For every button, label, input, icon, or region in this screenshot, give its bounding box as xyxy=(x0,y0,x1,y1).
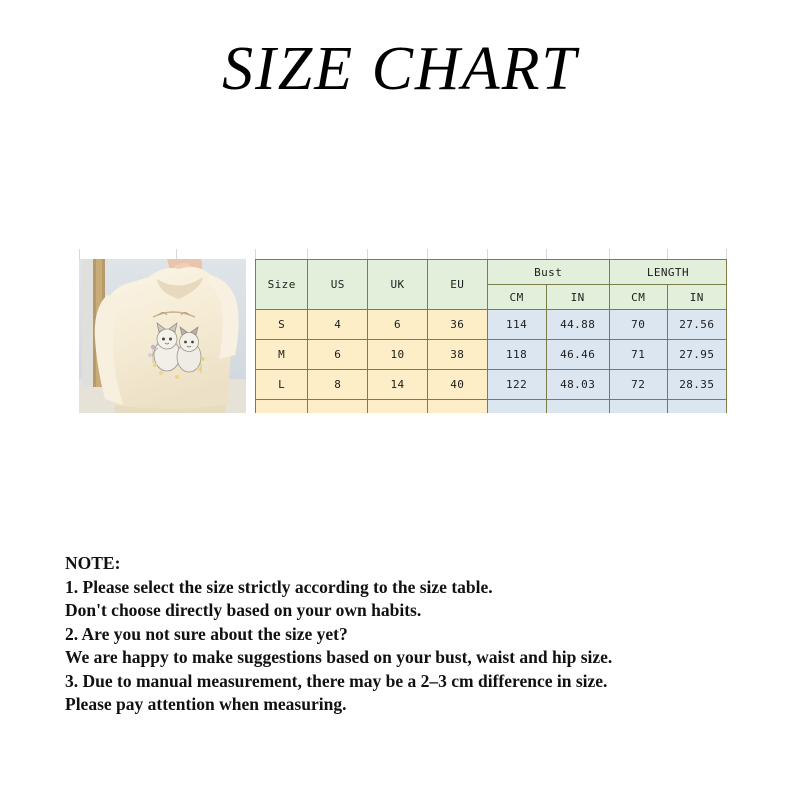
cell-eu: 40 xyxy=(427,370,487,400)
cell-length-cm: 72 xyxy=(609,370,667,400)
cell-length-in xyxy=(667,400,726,414)
cell-bust-in: 48.03 xyxy=(546,370,609,400)
cell-eu: 38 xyxy=(427,340,487,370)
cell-length-in: 27.56 xyxy=(667,310,726,340)
table-row xyxy=(256,340,727,370)
header-us: US xyxy=(308,260,368,310)
cell-length-cm: 71 xyxy=(609,340,667,370)
notes-heading: NOTE: xyxy=(65,553,121,573)
header-bust: Bust xyxy=(487,260,609,285)
cell-us: 8 xyxy=(308,370,368,400)
cell-uk: 6 xyxy=(368,310,428,340)
gridline-stubs xyxy=(79,249,727,259)
notes-line-5: 3. Due to manual measurement, there may be a 2–3 cm difference in size. xyxy=(65,670,608,691)
notes-block xyxy=(65,552,765,717)
cell-us: 4 xyxy=(308,310,368,340)
header-size: Size xyxy=(256,260,308,310)
cell-bust-cm xyxy=(487,400,546,414)
size-table xyxy=(255,259,727,413)
cell-bust-cm: 122 xyxy=(487,370,546,400)
size-table-head xyxy=(256,260,727,310)
notes-line-4: We are happy to make suggestions based on your bust, waist and hip size. xyxy=(65,647,613,667)
notes-line-2: Don't choose directly based on your own habits. xyxy=(65,600,422,620)
header-length-cm: CM xyxy=(609,285,667,310)
cell-length-cm: 70 xyxy=(609,310,667,340)
cell-uk: 10 xyxy=(368,340,428,370)
header-bust-cm: CM xyxy=(487,285,546,310)
notes-line-3: 2. Are you not sure about the size yet? xyxy=(65,623,348,644)
cell-size: S xyxy=(256,310,308,340)
size-chart-block xyxy=(79,259,727,413)
cell-eu xyxy=(427,400,487,414)
product-photo xyxy=(79,259,246,413)
cell-size xyxy=(256,400,308,414)
table-row-clipped xyxy=(256,400,727,414)
header-eu: EU xyxy=(427,260,487,310)
cell-uk: 14 xyxy=(368,370,428,400)
cell-us xyxy=(308,400,368,414)
product-photo-illustration xyxy=(79,259,246,413)
cell-size: M xyxy=(256,340,308,370)
cell-length-cm xyxy=(609,400,667,414)
cell-length-in: 28.35 xyxy=(667,370,726,400)
cell-bust-cm: 114 xyxy=(487,310,546,340)
cell-us: 6 xyxy=(308,340,368,370)
cell-size: L xyxy=(256,370,308,400)
table-row xyxy=(256,310,727,340)
cell-length-in: 27.95 xyxy=(667,340,726,370)
table-group-header-row xyxy=(256,260,727,285)
cell-bust-cm: 118 xyxy=(487,340,546,370)
cell-bust-in: 46.46 xyxy=(546,340,609,370)
table-row xyxy=(256,370,727,400)
header-length: LENGTH xyxy=(609,260,726,285)
size-table-body xyxy=(256,310,727,414)
cell-eu: 36 xyxy=(427,310,487,340)
cell-uk xyxy=(368,400,428,414)
header-length-in: IN xyxy=(667,285,726,310)
header-bust-in: IN xyxy=(546,285,609,310)
cell-bust-in: 44.88 xyxy=(546,310,609,340)
notes-line-1: 1. Please select the size strictly according to the size table. xyxy=(65,576,493,597)
page-title: SIZE CHART xyxy=(222,35,578,103)
header-uk: UK xyxy=(368,260,428,310)
cell-bust-in xyxy=(546,400,609,414)
notes-line-6: Please pay attention when measuring. xyxy=(65,694,347,714)
